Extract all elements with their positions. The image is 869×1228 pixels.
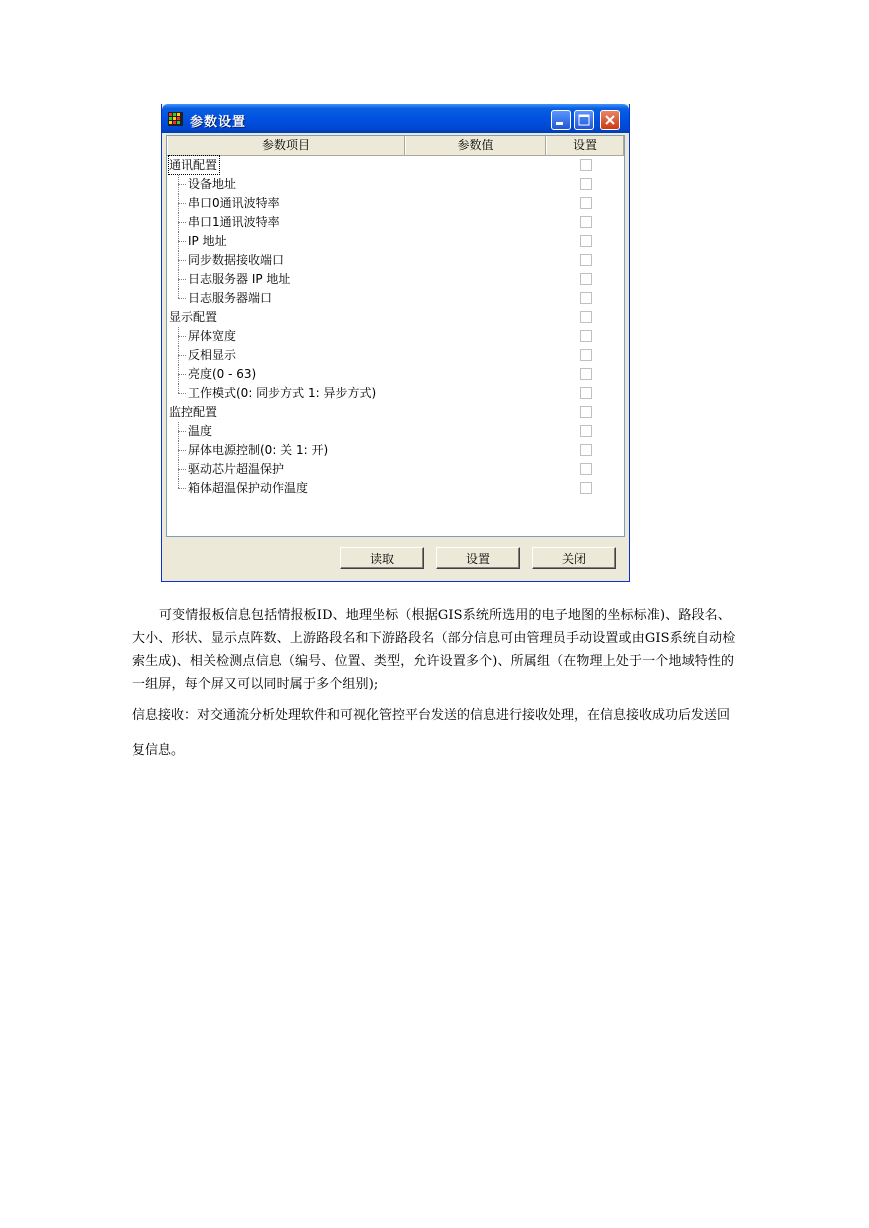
close-button[interactable]: 关闭 [532,547,616,569]
set-checkbox[interactable] [580,216,592,228]
close-icon [601,111,619,129]
tree-connector-line [178,488,186,489]
set-checkbox[interactable] [580,463,592,475]
tree-item-label: 屏体电源控制(0: 关 1: 开) [188,443,329,457]
app-grid-icon [168,112,183,126]
tree-item-label: 箱体超温保护动作温度 [188,481,309,495]
set-checkbox[interactable] [580,368,592,380]
tree-group-row[interactable] [167,156,624,175]
set-checkbox[interactable] [580,178,592,190]
tree-connector-line [178,431,186,432]
tree-item-label: 串口1通讯波特率 [188,215,280,229]
window-title: 参数设置 [190,115,247,130]
tree-item-row[interactable] [167,175,624,194]
tree-item-row[interactable] [167,289,624,308]
paragraph: 信息接收：对交通流分析处理软件和可视化管控平台发送的信息进行接收处理，在信息接收成功后发送回复信息。 [132,708,731,758]
set-checkbox[interactable] [580,387,592,399]
tree-item-row[interactable] [167,194,624,213]
set-checkbox[interactable] [580,425,592,437]
tree-group-label: 显示配置 [169,310,218,324]
column-header-value[interactable]: 参数值 [405,136,546,155]
set-checkbox[interactable] [580,159,592,171]
minimize-button[interactable] [551,110,571,130]
tree-connector-line [178,336,186,337]
tree-connector-line [178,222,186,223]
tree-item-label: 驱动芯片超温保护 [188,462,285,476]
set-checkbox[interactable] [580,254,592,266]
set-checkbox[interactable] [580,311,592,323]
maximize-icon [575,111,593,129]
tree-item-label: IP 地址 [188,234,227,248]
tree-item-label: 反相显示 [188,348,237,362]
tree-item-row[interactable] [167,365,624,384]
tree-group-row[interactable] [167,308,624,327]
tree-item-label: 日志服务器端口 [188,291,273,305]
tree-connector-line [178,374,186,375]
tree-connector-line [178,289,179,298]
tree-item-label: 工作模式(0: 同步方式 1: 异步方式) [188,386,377,400]
set-checkbox[interactable] [580,444,592,456]
tree-item-row[interactable] [167,346,624,365]
tree-item-label: 同步数据接收端口 [188,253,285,267]
set-button[interactable]: 设置 [436,547,520,569]
tree-item-label: 串口0通讯波特率 [188,196,280,210]
tree-connector-line [178,479,179,488]
tree-connector-line [178,384,179,393]
tree-item-row[interactable] [167,232,624,251]
set-checkbox[interactable] [580,273,592,285]
grid-header [167,136,624,156]
parameter-grid [166,135,625,537]
tree-group-label: 通讯配置 [169,158,218,172]
tree-connector-line [178,450,186,451]
tree-group-label: 监控配置 [169,405,218,419]
parameter-settings-window [161,104,630,582]
set-checkbox[interactable] [580,330,592,342]
tree-connector-line [178,469,186,470]
set-checkbox[interactable] [580,235,592,247]
tree-item-row[interactable] [167,384,624,403]
set-checkbox[interactable] [580,406,592,418]
set-checkbox[interactable] [580,349,592,361]
tree-item-row[interactable] [167,251,624,270]
column-header-item[interactable]: 参数项目 [167,136,405,155]
set-checkbox[interactable] [580,482,592,494]
tree-connector-line [178,279,186,280]
tree-connector-line [178,184,186,185]
paragraph: 可变情报板信息包括情报板ID、地理坐标（根据GIS系统所选用的电子地图的坐标标准)、路段名、大小、形状、显示点阵数、上游路段名和下游路段名（部分信息可由管理员手动设置或由GIS系统自动检索生成)、相关检测点信息（编号、位置、类型，允许设置多个)、所属组（在物理上处于一个地域特性的一组屏，每个屏又可以同时属于多个组别); [132,608,736,692]
tree-item-row[interactable] [167,460,624,479]
tree-connector-line [178,355,186,356]
tree-item-label: 日志服务器 IP 地址 [188,272,291,286]
maximize-button[interactable] [574,110,594,130]
minimize-icon [552,111,570,129]
tree-group-row[interactable] [167,403,624,422]
read-button[interactable]: 读取 [340,547,424,569]
article-body [132,604,738,768]
tree-item-row[interactable] [167,441,624,460]
tree-connector-line [178,203,186,204]
tree-connector-line [178,393,186,394]
tree-item-label: 亮度(0 - 63) [188,367,257,381]
tree-item-row[interactable] [167,270,624,289]
dialog-button-bar [162,540,629,580]
tree-item-row[interactable] [167,479,624,498]
tree-item-label: 屏体宽度 [188,329,237,343]
tree-item-row[interactable] [167,327,624,346]
tree-connector-line [178,241,186,242]
title-bar[interactable] [162,104,629,133]
set-checkbox[interactable] [580,292,592,304]
tree-item-label: 温度 [188,424,213,438]
tree-item-row[interactable] [167,213,624,232]
tree-item-label: 设备地址 [188,177,237,191]
set-checkbox[interactable] [580,197,592,209]
tree-connector-line [178,260,186,261]
column-header-set[interactable]: 设置 [546,136,624,155]
close-window-button[interactable] [600,110,620,130]
tree-item-row[interactable] [167,422,624,441]
tree-connector-line [178,298,186,299]
